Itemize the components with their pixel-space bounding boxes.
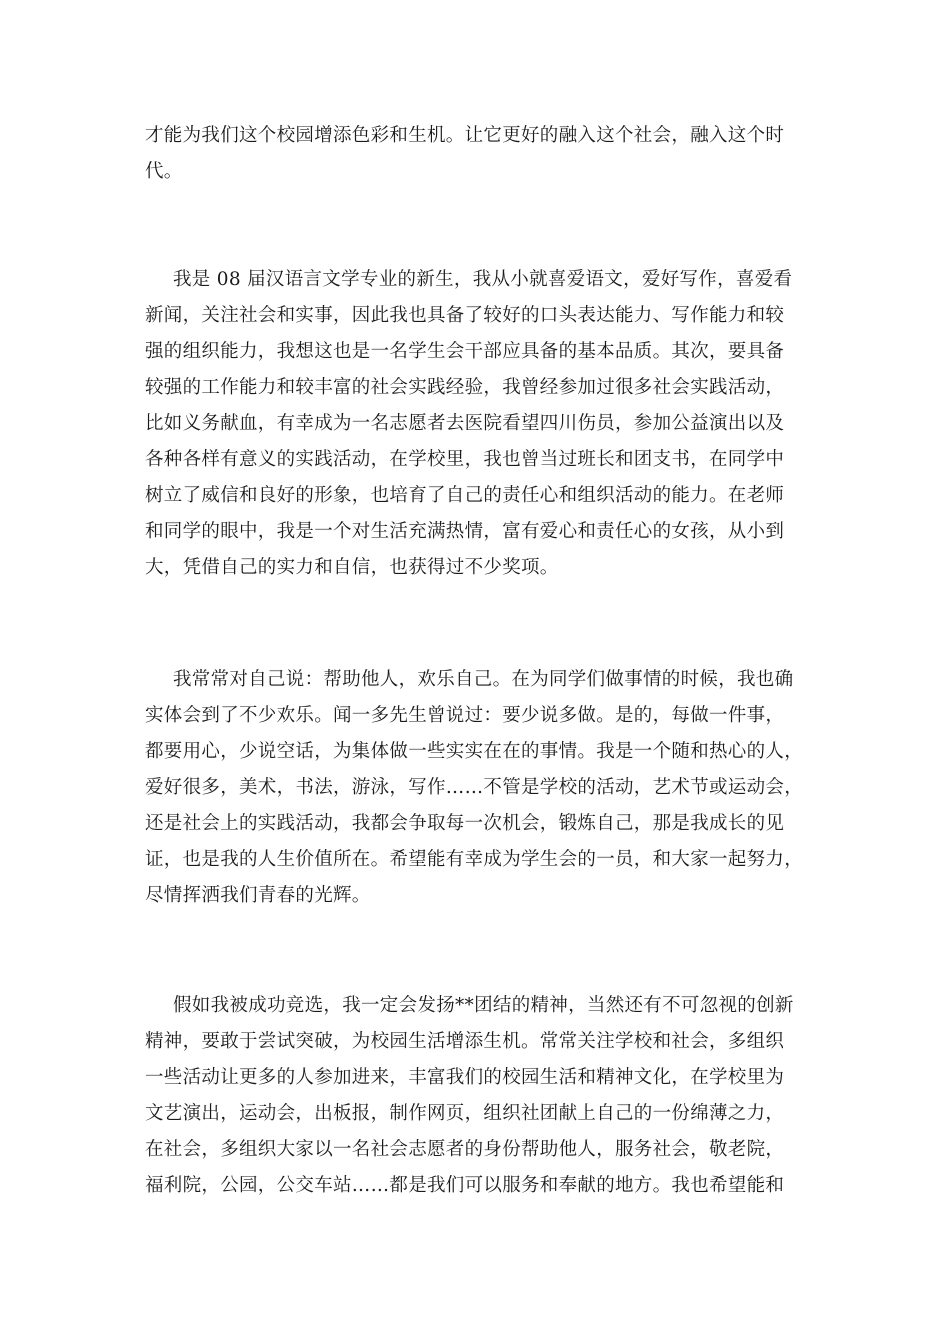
text-line: 尽情挥洒我们青春的光辉。 xyxy=(145,885,371,906)
text-line: 证，也是我的人生价值所在。希望能有幸成为学生会的一员，和大家一起努力， xyxy=(145,849,804,870)
text-line: 文艺演出，运动会，出板报，制作网页，组织社团献上自己的一份绵薄之力， xyxy=(145,1103,785,1124)
text-line: 较强的工作能力和较丰富的社会实践经验，我曾经参加过很多社会实践活动， xyxy=(145,377,785,398)
text-line: 大，凭借自己的实力和自信，也获得过不少奖项。 xyxy=(145,557,559,578)
text-line: 精神，要敢于尝试突破，为校园生活增添生机。常常关注学校和社会，多组织 xyxy=(145,1031,785,1052)
text-line: 爱好很多，美术，书法，游泳，写作……不管是学校的活动，艺术节或运动会， xyxy=(145,777,804,798)
text-line: 我是 08 届汉语言文学专业的新生，我从小就喜爱语文，爱好写作，喜爱看 xyxy=(173,269,793,290)
text-line: 都要用心，少说空话，为集体做一些实实在在的事情。我是一个随和热心的人， xyxy=(145,741,804,762)
paragraph-4 xyxy=(145,988,815,1204)
paragraph-1 xyxy=(145,118,815,190)
paragraph-3 xyxy=(145,662,815,914)
text-line: 福利院，公园，公交车站……都是我们可以服务和奉献的地方。我也希望能和 xyxy=(145,1175,785,1196)
text-line: 强的组织能力，我想这也是一名学生会干部应具备的基本品质。其次，要具备 xyxy=(145,341,785,362)
text-line: 还是社会上的实践活动，我都会争取每一次机会，锻炼自己，那是我成长的见 xyxy=(145,813,785,834)
text-line: 和同学的眼中，我是一个对生活充满热情，富有爱心和责任心的女孩，从小到 xyxy=(145,521,785,542)
text-line: 才能为我们这个校园增添色彩和生机。让它更好的融入这个社会，融入这个时 xyxy=(145,125,785,146)
text-line: 代。 xyxy=(145,161,183,182)
text-line: 新闻，关注社会和实事，因此我也具备了较好的口头表达能力、写作能力和较 xyxy=(145,305,785,326)
text-line: 一些活动让更多的人参加进来，丰富我们的校园生活和精神文化，在学校里为 xyxy=(145,1067,785,1088)
text-line: 树立了威信和良好的形象，也培育了自己的责任心和组织活动的能力。在老师 xyxy=(145,485,785,506)
text-line: 我常常对自己说：帮助他人，欢乐自己。在为同学们做事情的时候，我也确 xyxy=(173,669,794,690)
text-line: 假如我被成功竞选，我一定会发扬**团结的精神，当然还有不可忽视的创新 xyxy=(173,995,794,1016)
text-line: 各种各样有意义的实践活动，在学校里，我也曾当过班长和团支书，在同学中 xyxy=(145,449,785,470)
text-line: 在社会，多组织大家以一名社会志愿者的身份帮助他人，服务社会，敬老院， xyxy=(145,1139,785,1160)
text-line: 比如义务献血，有幸成为一名志愿者去医院看望四川伤员，参加公益演出以及 xyxy=(145,413,785,434)
text-line: 实体会到了不少欢乐。闻一多先生曾说过：要少说多做。是的，每做一件事， xyxy=(145,705,785,726)
paragraph-2 xyxy=(145,262,815,586)
